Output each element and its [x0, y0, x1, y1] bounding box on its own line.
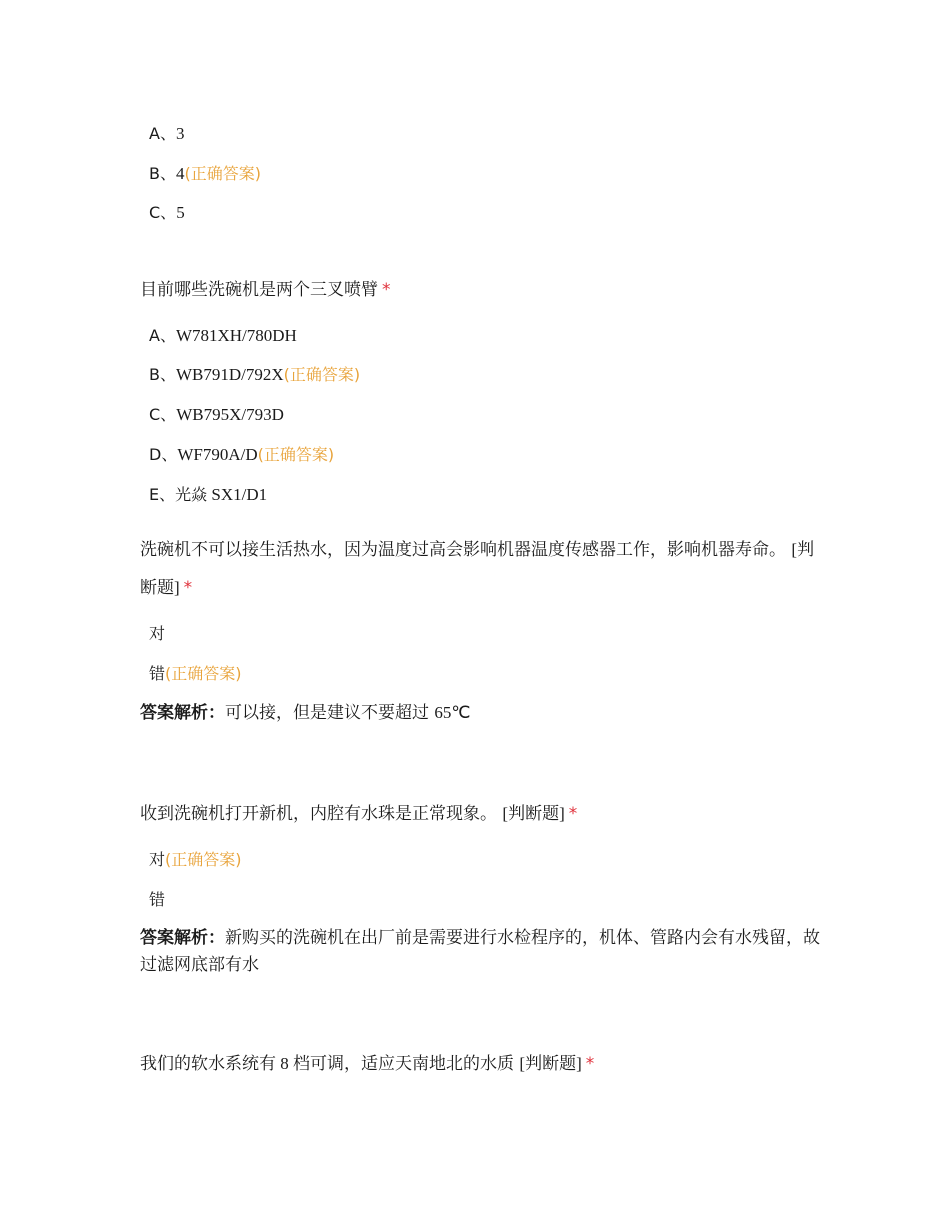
option-letter: C、	[149, 405, 177, 424]
option-letter: C、	[149, 203, 177, 222]
option-text-cjk: 光焱	[175, 485, 208, 504]
explain-label: 答案解析：	[140, 703, 225, 723]
correct-answer-mark: (正确答案)	[165, 664, 242, 683]
required-star: *	[585, 1054, 595, 1074]
explain-text: 可以接，但是建议不要超过	[225, 703, 429, 723]
q1-option-b[interactable]	[149, 163, 261, 185]
explain-label: 答案解析：	[140, 928, 225, 948]
q4-explanation	[140, 925, 830, 979]
option-text: WF790A/D	[177, 445, 258, 464]
explain-number: 65℃	[434, 703, 471, 722]
question-text: 收到洗碗机打开新机，内腔有水珠是正常现象。	[140, 804, 497, 824]
q2-option-d[interactable]	[149, 444, 334, 466]
q2-title	[140, 271, 820, 309]
option-text: 错	[149, 664, 166, 683]
required-star: *	[382, 280, 391, 300]
q1-option-c[interactable]	[149, 202, 185, 224]
option-text: WB791D/792X	[175, 365, 284, 384]
q4-title	[140, 795, 820, 833]
q3-option-true[interactable]	[149, 623, 165, 645]
option-text: 4	[175, 164, 185, 183]
question-text-b: 档可调，适应天南地北的水质	[293, 1054, 514, 1074]
q2-option-a[interactable]	[149, 325, 297, 347]
question-type-tag: [判断题]	[519, 1054, 582, 1073]
correct-answer-mark: (正确答案)	[257, 445, 335, 464]
q2-option-e[interactable]	[149, 484, 267, 506]
question-text-a: 我们的软水系统有	[140, 1054, 276, 1074]
q5-title	[140, 1045, 820, 1083]
question-text: 洗碗机不可以接生活热水，因为温度过高会影响机器温度传感器工作，影响机器寿命。	[140, 540, 786, 560]
q2-option-c[interactable]	[149, 404, 284, 426]
correct-answer-mark: (正确答案)	[165, 850, 242, 869]
correct-answer-mark: (正确答案)	[184, 164, 261, 183]
option-letter: A、	[149, 326, 176, 345]
q3-option-false[interactable]	[149, 663, 242, 685]
option-letter: B、	[149, 164, 176, 183]
option-letter: A、	[149, 124, 176, 143]
question-number: 8	[276, 1054, 293, 1073]
q1-option-a[interactable]	[149, 123, 184, 145]
option-text: 错	[149, 890, 166, 909]
option-text: 5	[176, 203, 185, 222]
option-text: W781XH/780DH	[175, 326, 297, 345]
option-text: 3	[175, 124, 185, 143]
option-text: WB795X/793D	[176, 405, 284, 424]
option-text: SX1/D1	[207, 485, 268, 504]
q4-option-true[interactable]	[149, 849, 242, 871]
q4-option-false[interactable]	[149, 889, 165, 911]
q3-title	[140, 531, 820, 607]
required-star: *	[183, 578, 193, 598]
question-type-tag: [判断题]	[502, 804, 565, 823]
required-star: *	[568, 804, 578, 824]
correct-answer-mark: (正确答案)	[283, 365, 361, 384]
question-text: 目前哪些洗碗机是两个三叉喷臂	[140, 280, 378, 300]
option-letter: B、	[149, 365, 176, 384]
question-type-tag: [判断题]	[140, 540, 815, 597]
explain-text: 新购买的洗碗机在出厂前是需要进行水检程序的，机体、管路内会有水残留，故过滤网底部有水	[140, 928, 820, 975]
q3-explanation	[140, 699, 830, 727]
option-text: 对	[149, 850, 166, 869]
option-text: 对	[149, 624, 166, 643]
option-letter: E、	[149, 485, 176, 504]
option-letter: D、	[149, 445, 178, 464]
q2-option-b[interactable]	[149, 364, 360, 386]
